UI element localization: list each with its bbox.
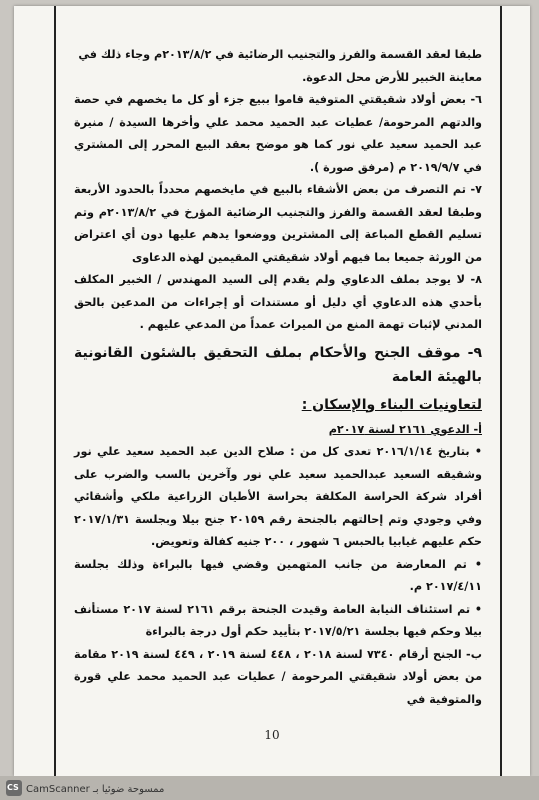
section-b: ب- الجنح أرقام ٧٣٤٠ لسنة ٢٠١٨ ، ٤٤٨ لسنة ٢٠١٩ ، ٤٤٩ لسنة ٢٠١٩ مقامة من بعض أولاد شقيقتي المرحومة / عطيات عبد الحميد محمد علي قورة والمتوفية في [74, 647, 482, 706]
scanner-text: CamScanner ممسوحة ضوئيا بـ [26, 784, 165, 795]
left-margin-line [54, 6, 56, 776]
item-8: ٨- لا يوجد بملف الدعاوي ولم يقدم إلى السيد المهندس / الخبير المكلف بأحدي هذه الدعاوي أي دليل أو مستندات أو إجراءات من المدعين بالحق المدني لإثبات تهمة المنع من الميراث عمداً من المدعي عليهم . [74, 273, 482, 331]
bullet-3: • تم استئناف النيابة العامة وقيدت الجنحة برقم ٢١٦١ لسنة ٢٠١٧ مستأنف بيلا وحكم فيها بجلسة ٢٠١٧/٥/٢١ بتأييد حكم أول درجة بالبراءة [74, 602, 482, 638]
bullet-2: • تم المعارضة من جانب المتهمين وقضي فيها بالبراءة وذلك بجلسة ٢٠١٧/٤/١١ م. [74, 557, 482, 593]
item-6: ٦- بعض أولاد شقيقتي المتوفية قاموا ببيع جزء أو كل ما يخصهم في حصة والدتهم المرحومة/ عطيات عبد الحميد محمد علي وأخرها السيدة / منيرة عبد الحميد سعيد علي نور كما هو موضح بعقد البيع المحرر إلى المشتري في ٢٠١٩/٩/٧ م (مرفق صورة ). [74, 93, 482, 174]
line-top-2: معاينة الخبير للأرض محل الدعوة. [302, 70, 482, 84]
item-7: ٧- تم التصرف من بعض الأشقاء بالبيع في مايخصهم محدداً بالحدود الأربعة وطبقا لعقد القسمة والفرز والتجنيب الرضائية المؤرخ في ٢٠١٣/٨/٢م وتم تسليم القطع المباعة إلى المشترين ووضعوا يدهم عليها دون أي اعتراض من الورثة جميعا بما فيهم أولاد شقيقتي المقيمين لهذه الدعاوى [74, 183, 482, 264]
scanner-footer [0, 776, 539, 800]
bullet-1: • بتاريخ ٢٠١٦/١/١٤ تعدى كل من : صلاح الدين عبد الحميد سعيد علي نور وشقيقه السعيد عبدالحميد سعيد علي نور وآخرين بالسب والضرب على أفراد شركة الحراسة المكلفة بحراسة الأطيان الزراعية ملكي وأشقائي وفي وجودي وتم إحالتهم بالجنحة رقم ٢٠١٥٩ جنح بيلا وبجلسة ٢٠١٧/١/٣١ حكم عليهم غيابيا بالحبس ٦ شهور ، ٢٠٠ جنيه كفالة وتعويض. [74, 445, 482, 548]
line-top-1: طبقا لعقد القسمة والفرز والتجنيب الرضائية في ٢٠١٣/٨/٢م وجاء ذلك في [78, 48, 482, 61]
right-margin-line [500, 6, 502, 776]
camscanner-icon [6, 780, 22, 796]
document-page [14, 6, 530, 776]
page-number: 10 [264, 728, 280, 742]
item-9-title-cont: لتعاونيات البناء والإسكان : [301, 396, 482, 413]
page-body [74, 44, 482, 711]
item-9-title: ٩- موقف الجنح والأحكام بملف التحقيق بالشئون القانونية بالهيئة العامة [74, 344, 482, 385]
section-a: أ- الدعوي ٢١٦١ لسنة ٢٠١٧م [328, 422, 482, 436]
